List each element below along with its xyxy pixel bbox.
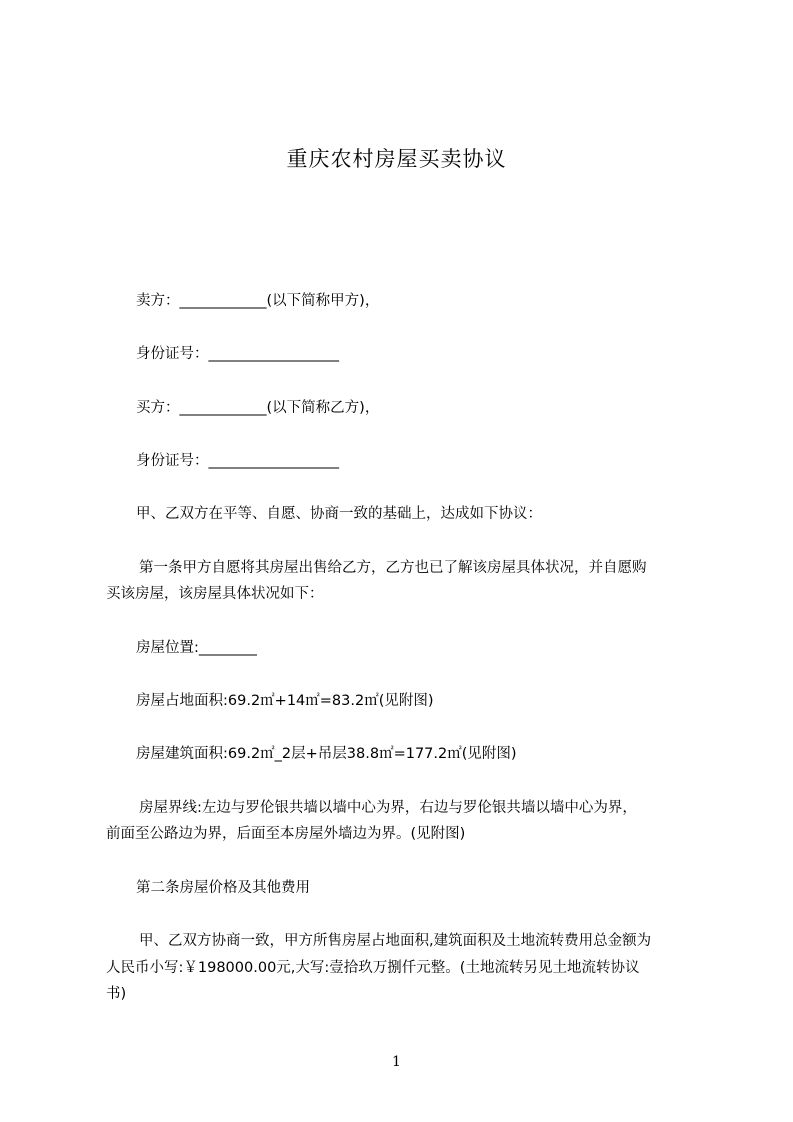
article-1-line-2: 买该房屋，该房屋具体状况如下： (106, 586, 324, 602)
price-line-3: 书) (106, 986, 127, 1002)
house-location: 房屋位置:________ (136, 640, 257, 656)
building-area: 房屋建筑面积:69.2㎡_2层+吊层38.8㎡=177.2㎡(见附图) (136, 746, 517, 762)
article-1-line-1: 第一条甲方自愿将其房屋出售给乙方，乙方也已了解该房屋具体状况，并自愿购 (139, 560, 647, 576)
boundary-line-2: 前面至公路边为界，后面至本房屋外墙边为界。(见附图) (106, 826, 466, 842)
document-title: 重庆农村房屋买卖协议 (286, 147, 507, 171)
page-number: 1 (392, 1054, 401, 1070)
buyer-id-line: 身份证号：__________________ (136, 453, 339, 469)
seller-id-line: 身份证号：__________________ (136, 346, 339, 362)
price-line-1: 甲、乙双方协商一致，甲方所售房屋占地面积,建筑面积及土地流转费用总金额为 (139, 933, 652, 949)
land-area: 房屋占地面积:69.2㎡+14㎡=83.2㎡(见附图) (136, 693, 434, 709)
buyer-line: 买方：____________(以下简称乙方)， (136, 400, 380, 416)
boundary-line-1: 房屋界线:左边与罗伦银共墙以墙中心为界，右边与罗伦银共墙以墙中心为界， (139, 800, 637, 816)
price-line-2: 人民币小写:￥198000.00元,大写:壹拾玖万捌仟元整。(土地流转另见土地流转协议 (106, 960, 640, 976)
agreement-intro: 甲、乙双方在平等、自愿、协商一致的基础上，达成如下协议： (136, 506, 542, 522)
article-2-heading: 第二条房屋价格及其他费用 (136, 880, 310, 896)
seller-line: 卖方：____________(以下简称甲方)， (136, 293, 380, 309)
